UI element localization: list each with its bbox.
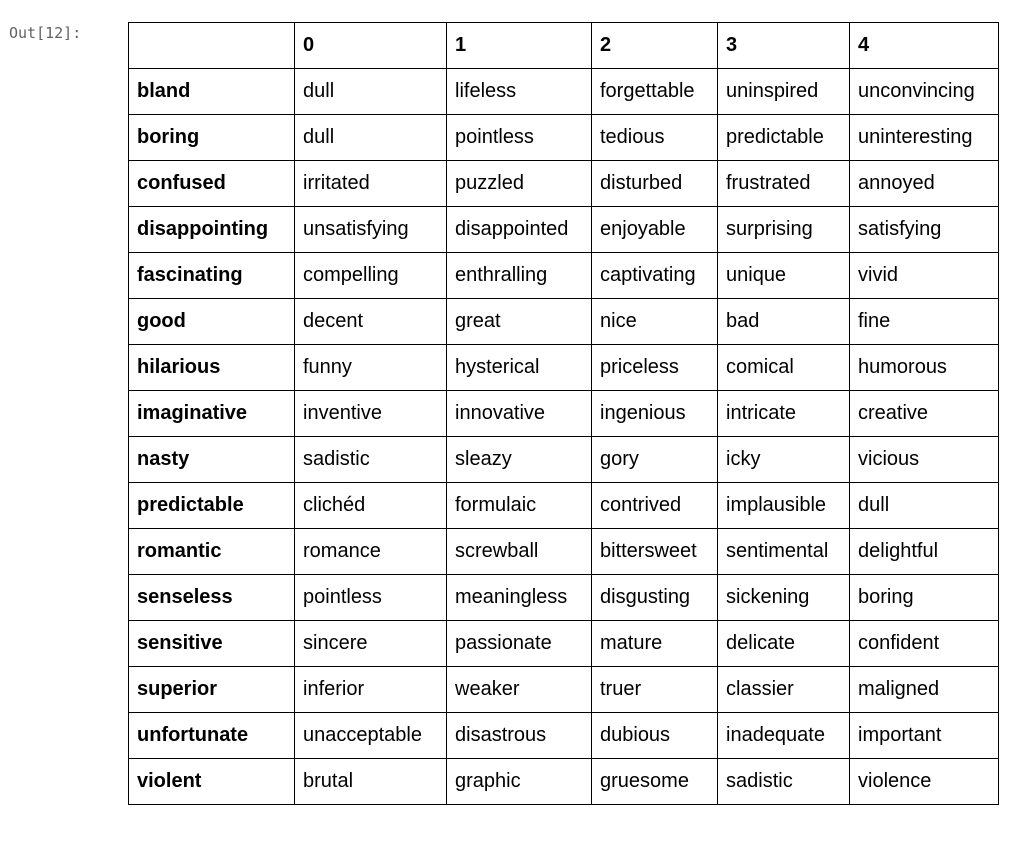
table-cell: mature (592, 621, 718, 667)
column-header-4: 4 (850, 23, 999, 69)
table-row (129, 713, 999, 759)
table-cell: inventive (295, 391, 447, 437)
table-cell: unsatisfying (295, 207, 447, 253)
table-cell: lifeless (447, 69, 592, 115)
column-header-0: 0 (295, 23, 447, 69)
row-index-cell: nasty (129, 437, 295, 483)
table-row (129, 69, 999, 115)
table-cell: sadistic (718, 759, 850, 805)
table-cell: enthralling (447, 253, 592, 299)
table-cell: weaker (447, 667, 592, 713)
output-prompt: Out[12]: (9, 24, 82, 42)
table-cell: uninspired (718, 69, 850, 115)
table-cell: dubious (592, 713, 718, 759)
table-cell: ingenious (592, 391, 718, 437)
table-cell: vivid (850, 253, 999, 299)
row-index-cell: superior (129, 667, 295, 713)
column-header-1: 1 (447, 23, 592, 69)
table-cell: violence (850, 759, 999, 805)
header-row (129, 23, 999, 69)
table-cell: sickening (718, 575, 850, 621)
table-cell: classier (718, 667, 850, 713)
table-cell: inferior (295, 667, 447, 713)
row-index-cell: predictable (129, 483, 295, 529)
table-cell: funny (295, 345, 447, 391)
table-cell: sleazy (447, 437, 592, 483)
table-cell: surprising (718, 207, 850, 253)
table-cell: sentimental (718, 529, 850, 575)
table-cell: priceless (592, 345, 718, 391)
table-cell: screwball (447, 529, 592, 575)
table-row (129, 621, 999, 667)
table-cell: predictable (718, 115, 850, 161)
table-cell: unacceptable (295, 713, 447, 759)
table-row (129, 115, 999, 161)
table-cell: great (447, 299, 592, 345)
row-index-cell: confused (129, 161, 295, 207)
table-body (129, 69, 999, 805)
table-cell: graphic (447, 759, 592, 805)
row-index-cell: disappointing (129, 207, 295, 253)
table-cell: clichéd (295, 483, 447, 529)
table-cell: frustrated (718, 161, 850, 207)
table-cell: pointless (447, 115, 592, 161)
table-cell: disgusting (592, 575, 718, 621)
table-cell: gory (592, 437, 718, 483)
table-cell: satisfying (850, 207, 999, 253)
table-cell: disastrous (447, 713, 592, 759)
table-cell: bad (718, 299, 850, 345)
table-cell: icky (718, 437, 850, 483)
table-row (129, 161, 999, 207)
table-cell: puzzled (447, 161, 592, 207)
dataframe-table (128, 22, 999, 805)
row-index-cell: fascinating (129, 253, 295, 299)
table-cell: unique (718, 253, 850, 299)
row-index-cell: romantic (129, 529, 295, 575)
table-cell: vicious (850, 437, 999, 483)
table-cell: brutal (295, 759, 447, 805)
row-index-cell: good (129, 299, 295, 345)
table-cell: formulaic (447, 483, 592, 529)
table-cell: meaningless (447, 575, 592, 621)
table-cell: compelling (295, 253, 447, 299)
table-cell: important (850, 713, 999, 759)
table-cell: disturbed (592, 161, 718, 207)
table-cell: uninteresting (850, 115, 999, 161)
table-header (129, 23, 999, 69)
table-cell: disappointed (447, 207, 592, 253)
table-cell: captivating (592, 253, 718, 299)
table-cell: pointless (295, 575, 447, 621)
table-cell: boring (850, 575, 999, 621)
table-row (129, 667, 999, 713)
table-cell: delicate (718, 621, 850, 667)
table-cell: hysterical (447, 345, 592, 391)
table-cell: irritated (295, 161, 447, 207)
row-index-cell: hilarious (129, 345, 295, 391)
row-index-cell: unfortunate (129, 713, 295, 759)
column-header-3: 3 (718, 23, 850, 69)
table-row (129, 437, 999, 483)
table-cell: innovative (447, 391, 592, 437)
table-row (129, 575, 999, 621)
table-cell: sincere (295, 621, 447, 667)
table-cell: forgettable (592, 69, 718, 115)
table-cell: dull (295, 69, 447, 115)
table-row (129, 345, 999, 391)
table-cell: implausible (718, 483, 850, 529)
table-cell: dull (850, 483, 999, 529)
table-row (129, 483, 999, 529)
table-cell: creative (850, 391, 999, 437)
table-cell: confident (850, 621, 999, 667)
table-row (129, 253, 999, 299)
table-cell: romance (295, 529, 447, 575)
table-cell: contrived (592, 483, 718, 529)
table-cell: delightful (850, 529, 999, 575)
table-cell: enjoyable (592, 207, 718, 253)
table-cell: tedious (592, 115, 718, 161)
row-index-cell: imaginative (129, 391, 295, 437)
table-cell: inadequate (718, 713, 850, 759)
table-row (129, 529, 999, 575)
table-row (129, 207, 999, 253)
row-index-cell: senseless (129, 575, 295, 621)
table-cell: gruesome (592, 759, 718, 805)
table-row (129, 759, 999, 805)
table-cell: intricate (718, 391, 850, 437)
row-index-cell: sensitive (129, 621, 295, 667)
row-index-cell: boring (129, 115, 295, 161)
column-header-2: 2 (592, 23, 718, 69)
table-row (129, 391, 999, 437)
table-cell: bittersweet (592, 529, 718, 575)
row-index-cell: violent (129, 759, 295, 805)
table-cell: comical (718, 345, 850, 391)
table-cell: sadistic (295, 437, 447, 483)
table-cell: dull (295, 115, 447, 161)
table-cell: annoyed (850, 161, 999, 207)
table-cell: nice (592, 299, 718, 345)
table-cell: maligned (850, 667, 999, 713)
table-cell: humorous (850, 345, 999, 391)
table-cell: truer (592, 667, 718, 713)
table-cell: unconvincing (850, 69, 999, 115)
table-cell: decent (295, 299, 447, 345)
column-header-index (129, 23, 295, 69)
table-cell: passionate (447, 621, 592, 667)
row-index-cell: bland (129, 69, 295, 115)
table-row (129, 299, 999, 345)
table-cell: fine (850, 299, 999, 345)
